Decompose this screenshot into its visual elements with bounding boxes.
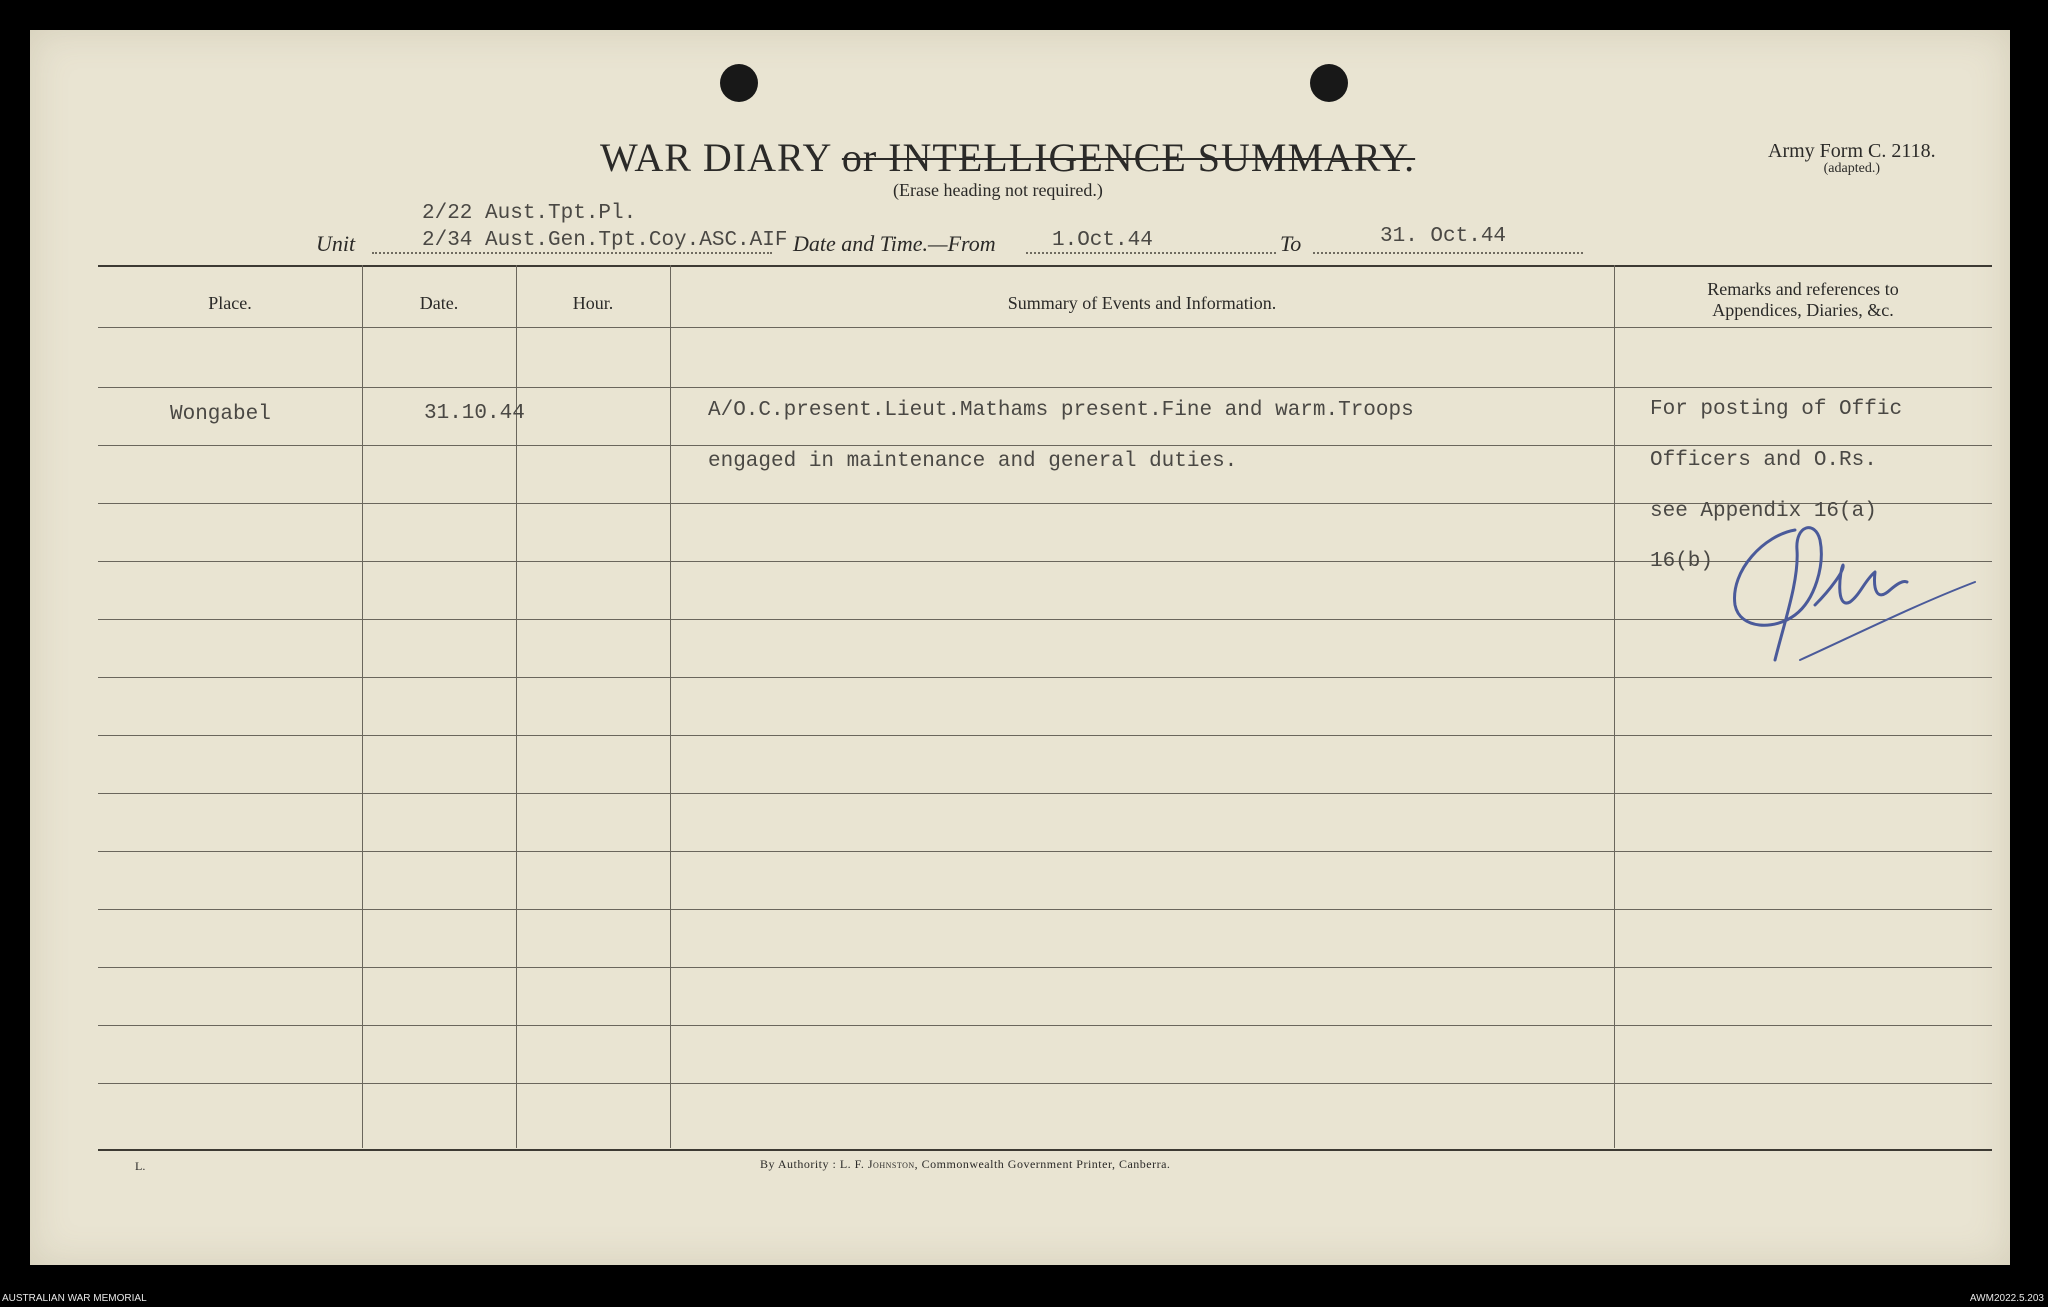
form-number	[1768, 142, 1936, 178]
entry-remarks-line-2: Officers and O.Rs.	[1650, 449, 1877, 472]
unit-line-1: 2/22 Aust.Tpt.Pl.	[422, 202, 637, 225]
table-bottom-rule	[98, 1149, 1992, 1151]
row-rule	[98, 387, 1992, 388]
to-label: To	[1280, 231, 1302, 256]
header-place: Place.	[208, 293, 252, 313]
entry-remarks-line-4: 16(b)	[1650, 550, 1714, 573]
unit-dotted-line	[372, 252, 772, 254]
page-title	[600, 134, 1415, 181]
to-dotted-line	[1313, 252, 1583, 254]
form-number-text: Army Form C. 2118.	[1768, 140, 1936, 162]
unit-label: Unit	[316, 231, 356, 256]
footer-printer-name: L. F. Johnston,	[839, 1157, 919, 1171]
column-divider	[362, 265, 363, 1148]
title-struck: or INTELLIGENCE SUMMARY.	[841, 135, 1416, 180]
entry-place: Wongabel	[170, 403, 271, 426]
header-rule	[98, 327, 1992, 328]
punch-hole-right	[1310, 64, 1348, 102]
row-rule	[98, 1083, 1992, 1084]
entry-summary-line-2: engaged in maintenance and general duties.	[708, 450, 1238, 473]
column-divider	[516, 265, 517, 1148]
entry-summary-line-1: A/O.C.present.Lieut.Mathams present.Fine and warm.Troops	[708, 399, 1414, 422]
row-rule	[98, 445, 1992, 446]
header-remarks	[1614, 279, 1992, 321]
header-hour: Hour.	[572, 293, 614, 313]
row-rule	[98, 967, 1992, 968]
punch-hole-left	[720, 64, 758, 102]
entry-date: 31.10.44	[424, 402, 525, 425]
datetime-label: Date and Time.—From	[793, 231, 996, 256]
form-adapted: (adapted.)	[1823, 161, 1880, 176]
header-remarks-line-2: Appendices, Diaries, &c.	[1712, 300, 1894, 320]
row-rule	[98, 851, 1992, 852]
row-rule	[98, 909, 1992, 910]
war-diary-sheet	[30, 30, 2010, 1265]
archive-caption-left: AUSTRALIAN WAR MEMORIAL	[2, 1293, 147, 1304]
footer-authority	[760, 1157, 1170, 1172]
row-rule	[98, 619, 1992, 620]
unit-line-2: 2/34 Aust.Gen.Tpt.Coy.ASC.AIF	[422, 229, 788, 252]
header-summary: Summary of Events and Information.	[1007, 293, 1277, 313]
row-rule	[98, 735, 1992, 736]
footer-code: L.	[135, 1159, 146, 1173]
title-main: WAR DIARY	[600, 135, 831, 180]
header-date: Date.	[419, 293, 459, 313]
column-divider	[670, 265, 671, 1148]
from-dotted-line	[1026, 252, 1276, 254]
table-top-rule	[98, 265, 1992, 267]
erase-note: (Erase heading not required.)	[893, 180, 1103, 200]
entry-remarks-line-1: For posting of Offic	[1650, 398, 1903, 421]
column-divider	[1614, 265, 1615, 1148]
row-rule	[98, 677, 1992, 678]
handwritten-signature-icon	[1725, 510, 1985, 680]
footer-authority-suffix: Commonwealth Government Printer, Canberra.	[921, 1157, 1171, 1171]
archive-caption-right: AWM2022.5.203	[1969, 1293, 2044, 1304]
diary-table	[98, 265, 1992, 1152]
footer-authority-prefix: By Authority :	[760, 1157, 837, 1171]
row-rule	[98, 793, 1992, 794]
date-to: 31. Oct.44	[1380, 225, 1507, 248]
date-from: 1.Oct.44	[1052, 229, 1153, 252]
header-remarks-line-1: Remarks and references to	[1707, 279, 1899, 299]
entry-remarks-line-3: see Appendix 16(a)	[1650, 500, 1877, 523]
row-rule	[98, 1025, 1992, 1026]
